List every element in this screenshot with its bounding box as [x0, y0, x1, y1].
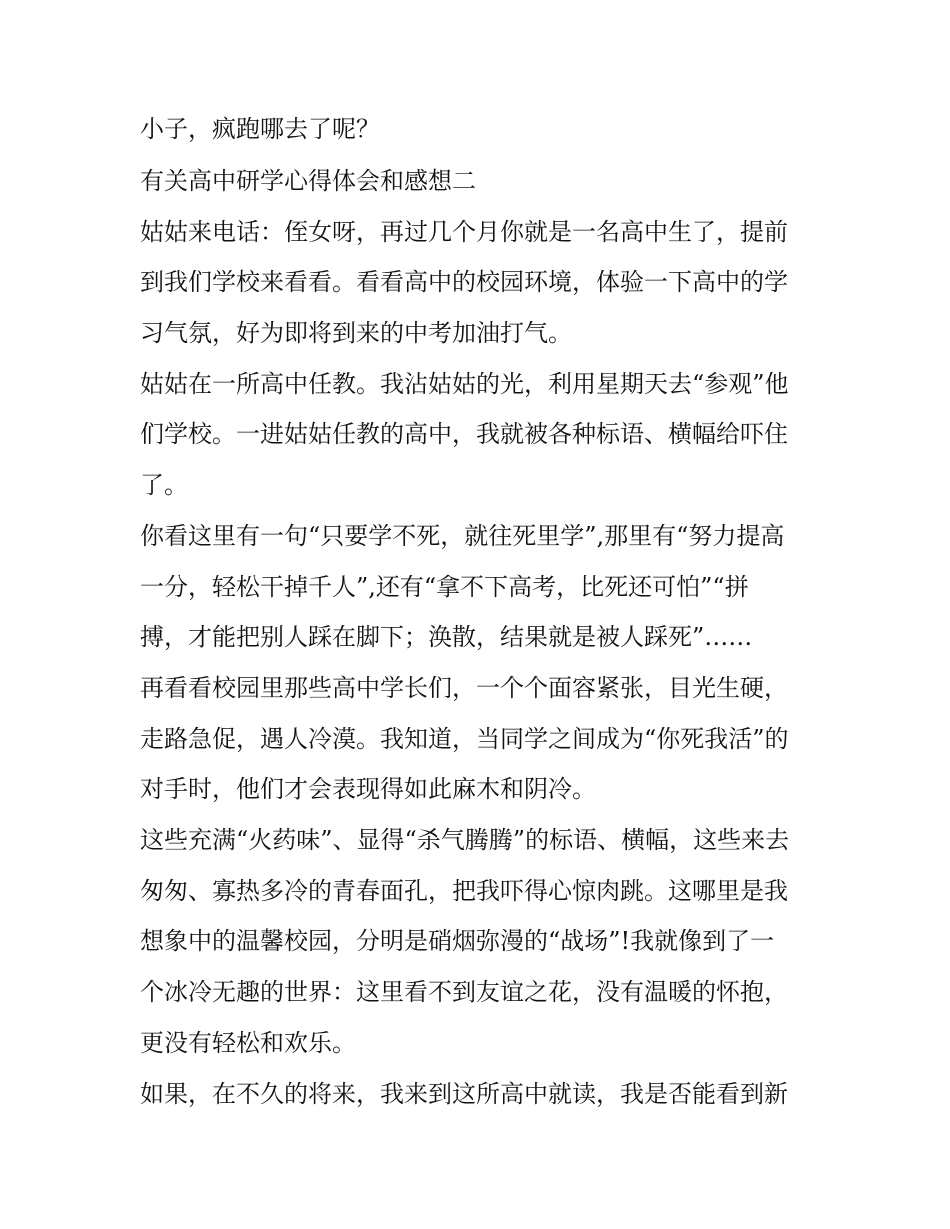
text-line: 了。 [140, 471, 188, 499]
text-line: 个冰冷无趣的世界：这里看不到友谊之花，没有温暖的怀抱， [140, 978, 788, 1006]
text-line: 小子，疯跑哪去了呢？ [140, 115, 380, 143]
text-line: 搏，才能把别人踩在脚下；涣散，结果就是被人踩死”…… [140, 623, 753, 651]
text-line: 一分，轻松干掉千人”,还有“拿不下高考，比死还可怕”“拼 [140, 573, 749, 601]
text-line: 想象中的温馨校园，分明是硝烟弥漫的“战场”!我就像到了一 [140, 927, 775, 955]
section-heading: 有关高中研学心得体会和感想二 [140, 167, 476, 195]
text-line: 走路急促，遇人冷漠。我知道，当同学之间成为“你死我活”的 [140, 725, 789, 753]
text-line: 匆匆、寡热多冷的青春面孔，把我吓得心惊肉跳。这哪里是我 [140, 877, 788, 905]
text-line: 到我们学校来看看。看看高中的校园环境，体验一下高中的学 [140, 268, 788, 296]
text-line: 习气氛，好为即将到来的中考加油打气。 [140, 319, 572, 347]
text-line: 姑姑在一所高中任教。我沾姑姑的光，利用星期天去“参观”他 [140, 370, 789, 398]
text-line: 再看看校园里那些高中学长们，一个个面容紧张，目光生硬， [140, 674, 788, 702]
text-line: 这些充满“火药味”、显得“杀气腾腾”的标语、横幅，这些来去 [140, 826, 790, 854]
text-line: 对手时，他们才会表现得如此麻木和阴冷。 [140, 775, 596, 803]
text-line: 如果，在不久的将来，我来到这所高中就读，我是否能看到新 [140, 1080, 788, 1108]
text-line: 更没有轻松和欢乐。 [140, 1029, 356, 1057]
text-line: 姑姑来电话：侄女呀，再过几个月你就是一名高中生了，提前 [140, 218, 788, 246]
text-line: 们学校。一进姑姑任教的高中，我就被各种标语、横幅给吓住 [140, 420, 788, 448]
text-line: 你看这里有一句“只要学不死，就往死里学”,那里有“努力提高 [140, 522, 785, 550]
